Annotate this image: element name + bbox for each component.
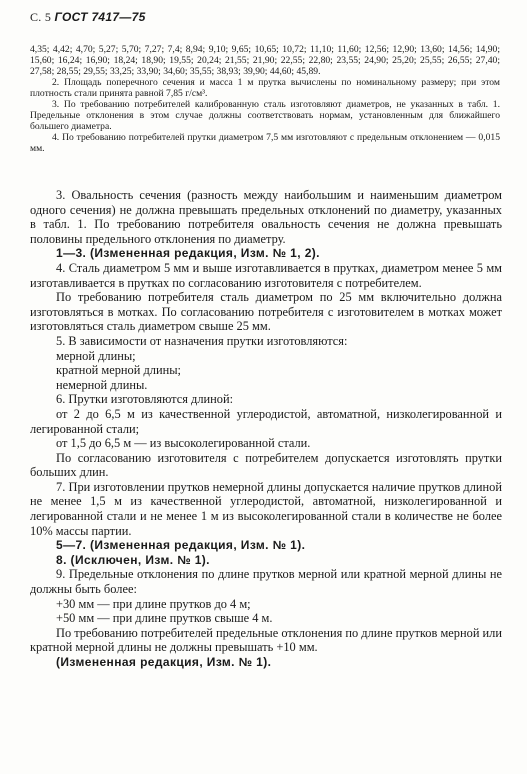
note-2: 2. Площадь поперечного сечения и масса 1 м прутка вычислены по номинальному размеру; при этом плотность стали принята равной 7,85 г/см³. xyxy=(30,77,500,99)
clause-5-item-a: мерной длины; xyxy=(56,348,136,363)
main-text xyxy=(30,188,502,670)
table-footnotes xyxy=(30,44,500,154)
page-number: С. 5 xyxy=(30,10,52,24)
clause-9-item-a: +30 мм — при длине прутков до 4 м; xyxy=(56,596,251,611)
clause-9-item-b: +50 мм — при длине прутков свыше 4 м. xyxy=(56,611,273,626)
revision-note-1: 1—3. (Измененная редакция, Изм. № 1, 2). xyxy=(56,246,320,261)
clause-6-item-b: от 1,5 до 6,5 м — из высоколегированной стали. xyxy=(56,436,311,451)
clause-5-item-b: кратной мерной длины; xyxy=(56,363,181,378)
clause-8: 8. (Исключен, Изм. № 1). xyxy=(56,552,210,567)
clause-7: 7. При изготовлении прутков немерной длины допускается наличие прутков длиной не менее 1,5 м из качественной углеродистой, автоматной, низколегированной и легированной стали и не менее 1 м из высоколегированной стали в количестве не более 10% массы партии. xyxy=(30,479,502,538)
clause-6-item-a: от 2 до 6,5 м из качественной углеродистой, автоматной, низколегированной и легированной стали; xyxy=(30,406,502,436)
clause-3: 3. Овальность сечения (разность между наибольшим и наименьшим диаметром одного сечения) не должна превышать предельных отклонений по диаметру, указанных в табл. 1. По требованию потребителя овальность сечения не должна превышать половины предельного отклонения по диаметру. xyxy=(30,188,502,246)
page-header xyxy=(30,10,146,25)
standard-code: ГОСТ 7417—75 xyxy=(54,10,146,24)
clause-6-note: По согласованию изготовителя с потребителем допускается изготовлять прутки больших длин. xyxy=(30,450,502,480)
diameter-values: 4,35; 4,42; 4,70; 5,27; 5,70; 7,27; 7,4; 8,94; 9,10; 9,65; 10,65; 10,72; 11,10; 11,60; 12,56; 12,90; 13,60; 14,56; 14,90; 15,60; 16,24; 16,90; 18,24; 18,90; 19,55; 20,24; 21,55; 21,90; 22,55; 22,80; 23,55; 24,90; 25,20; 25,55; 26,55; 27,40; 27,58; 28,55; 29,55; 33,25; 33,90; 34,60; 35,55; 38,93; 39,90; 44,60; 45,89. xyxy=(30,44,500,77)
clause-4-continued: По требованию потребителя сталь диаметром по 25 мм включительно должна изготовляться в мотках. По согласованию потребителя с изготовителем в мотках может изготовляться сталь диаметром свыше 25 мм. xyxy=(30,290,502,334)
clause-9-note: По требованию потребителей предельные отклонения по длине прутков мерной или кратной мерной длины не должны превышать +10 мм. xyxy=(30,625,502,655)
note-3: 3. По требованию потребителей калиброванную сталь изготовляют диаметров, не указанных в табл. 1. Предельные отклонения в этом случае должны соответствовать нормам, установленным для ближайшего большего диаметра. xyxy=(30,99,500,132)
clause-5-item-c: немерной длины. xyxy=(56,377,148,392)
clause-4: 4. Сталь диаметром 5 мм и выше изготавливается в прутках, диаметром менее 5 мм изготавливается в прутках по согласованию изготовителя с потребителем. xyxy=(30,260,502,290)
note-4: 4. По требованию потребителей прутки диаметром 7,5 мм изготовляют с предельным отклонением — 0,015 мм. xyxy=(30,132,500,154)
clause-5: 5. В зависимости от назначения прутки изготовляются: xyxy=(56,333,348,348)
clause-6: 6. Прутки изготовляются длиной: xyxy=(56,392,234,407)
revision-note-3: (Измененная редакция, Изм. № 1). xyxy=(56,655,272,669)
clause-9: 9. Предельные отклонения по длине прутков мерной или кратной мерной длины не должны быть более: xyxy=(30,567,502,597)
revision-note-2: 5—7. (Измененная редакция, Изм. № 1). xyxy=(56,538,306,553)
